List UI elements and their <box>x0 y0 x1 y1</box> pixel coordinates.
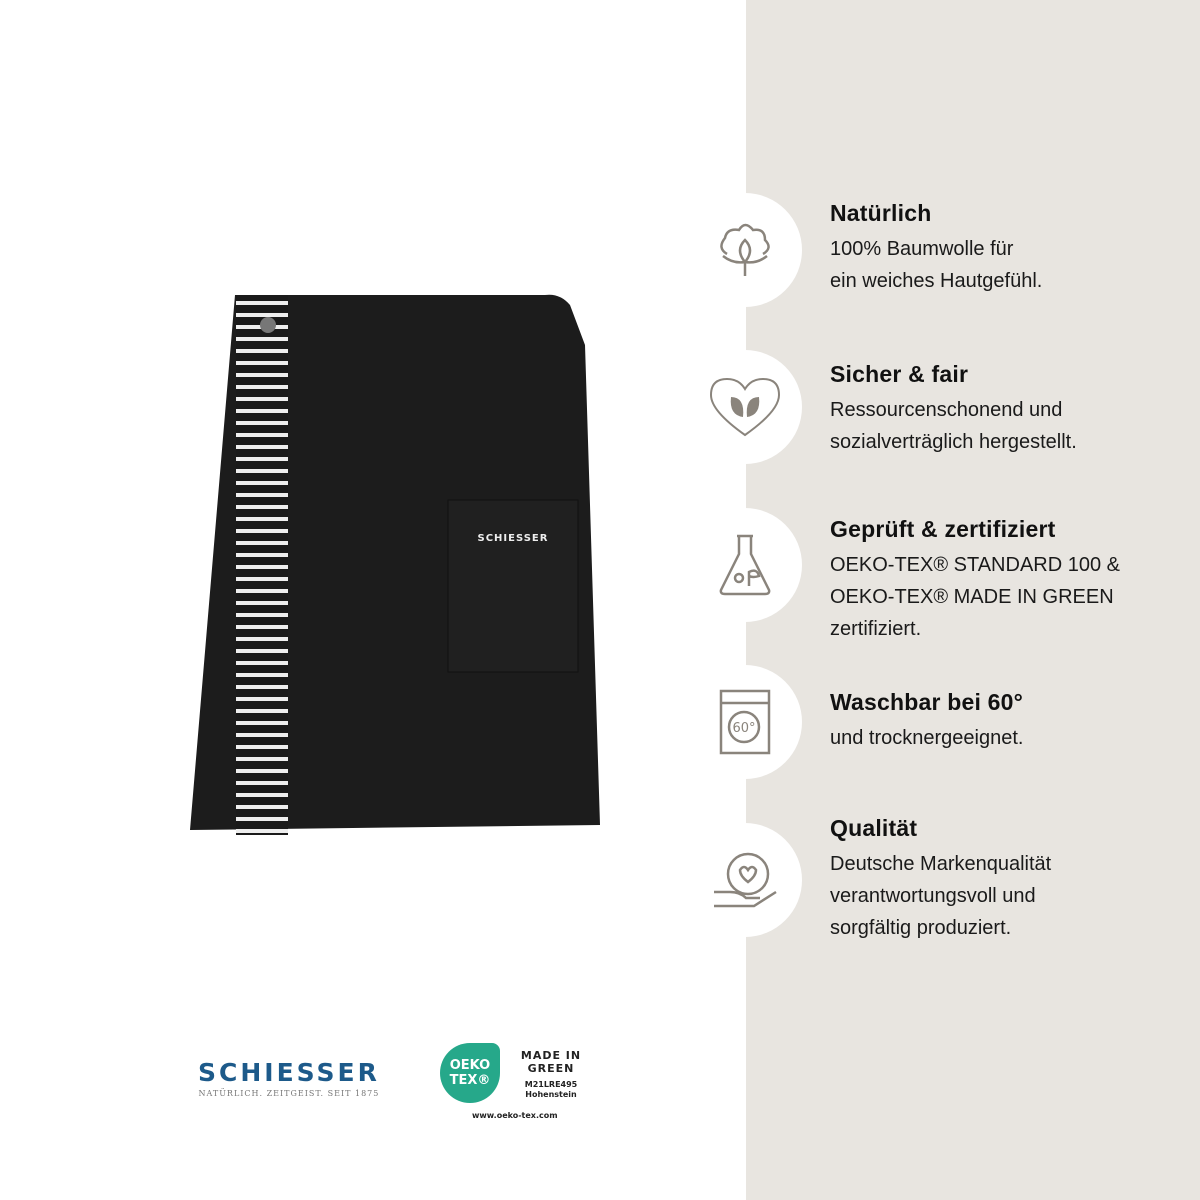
green-label: GREEN <box>527 1062 575 1075</box>
feature-quality <box>830 815 1190 944</box>
feature-title: Natürlich <box>830 200 932 226</box>
feature-title: Sicher & fair <box>830 361 969 387</box>
feature-text: 100% Baumwolle für <box>830 238 1014 260</box>
oekotex-line2: TEX® <box>449 1073 491 1088</box>
feature-title: Qualität <box>830 815 918 841</box>
certificate-institute: Hohenstein <box>525 1090 577 1099</box>
feature-text: OEKO-TEX® STANDARD 100 & <box>830 554 1120 576</box>
flask-icon <box>688 508 802 622</box>
brand-tagline: NATÜRLICH. ZEITGEIST. SEIT 1875 <box>198 1089 380 1098</box>
oekotex-line1: OEKO <box>449 1058 491 1073</box>
certificate-code: M21LRE495 <box>524 1080 578 1089</box>
feature-title: Geprüft & zertifiziert <box>830 516 1056 542</box>
feature-text: ein weiches Hautgefühl. <box>830 270 1043 292</box>
feature-text: sorgfältig produziert. <box>830 917 1012 939</box>
schiesser-logo <box>198 1058 380 1098</box>
brand-name: SCHIESSER <box>198 1058 380 1087</box>
feature-text: Deutsche Markenqualität <box>830 853 1052 875</box>
feature-safe-fair <box>830 361 1190 458</box>
cotton-icon <box>688 193 802 307</box>
made-in-label: MADE IN <box>520 1049 582 1062</box>
heart-leaf-icon <box>688 350 802 464</box>
pocket-label: SCHIESSER <box>477 533 549 544</box>
feature-text: sozialverträglich hergestellt. <box>830 431 1077 453</box>
feature-certified <box>830 516 1190 645</box>
wash-temperature: 60° <box>732 721 756 736</box>
oekotex-url: www.oeko-tex.com <box>472 1111 558 1120</box>
oekotex-badge <box>440 1043 500 1103</box>
feature-natural <box>830 200 1190 297</box>
globe-hand-icon <box>688 823 802 937</box>
washing-machine-icon <box>688 665 802 779</box>
feature-text: OEKO-TEX® MADE IN GREEN <box>830 586 1114 608</box>
feature-text: und trocknergeeignet. <box>830 727 1024 749</box>
sauna-kilt-image <box>180 285 610 845</box>
feature-title: Waschbar bei 60° <box>830 689 1024 715</box>
feature-text: verantwortungsvoll und <box>830 885 1036 907</box>
feature-text: zertifiziert. <box>830 618 922 640</box>
feature-text: Ressourcenschonend und <box>830 399 1063 421</box>
feature-washable <box>830 689 1190 754</box>
